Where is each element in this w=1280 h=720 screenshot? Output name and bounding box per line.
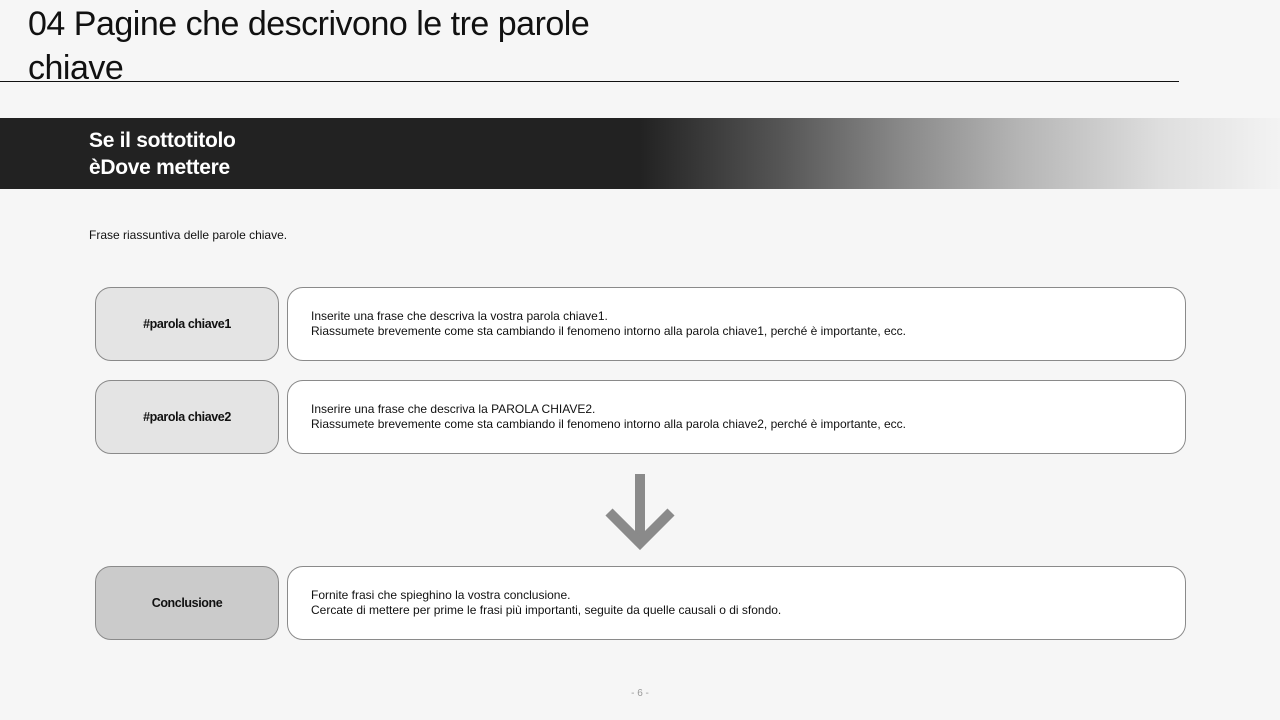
conclusion-row: [95, 566, 1186, 640]
description-line: Fornite frasi che spieghino la vostra conclusione.: [311, 587, 571, 602]
summary-sentence: Frase riassuntiva delle parole chiave.: [89, 228, 288, 242]
page-number: - 6 -: [631, 688, 649, 699]
description-line: Inserire una frase che descriva la PAROLA CHIAVE2.: [311, 401, 596, 416]
conclusion-description: [287, 566, 1186, 640]
conclusion-tag: Conclusione: [95, 566, 279, 640]
page-title: 04 Pagine che descrivono le tre parole chiave: [28, 5, 590, 87]
keyword-description-2: [287, 380, 1186, 454]
title-divider: [0, 81, 1179, 82]
description-line: Cercate di mettere per prime le frasi più importanti, seguite da quelle causali o di sfondo.: [311, 603, 782, 617]
description-line: Riassumete brevemente come sta cambiando il fenomeno intorno alla parola chiave2, perché è importante, ecc.: [311, 417, 906, 431]
banner-subtitle: [89, 127, 236, 181]
keyword-row-2: [95, 380, 1186, 454]
banner-subtitle-line2: èDove mettere: [89, 156, 230, 179]
keyword-tag-2: #parola chiave2: [95, 380, 279, 454]
subtitle-banner: [0, 118, 1280, 189]
banner-subtitle-line1: Se il sottotitolo: [89, 129, 236, 152]
keyword-description-1: [287, 287, 1186, 361]
arrow-down-icon: [603, 474, 677, 550]
keyword-row-1: [95, 287, 1186, 361]
description-line: Inserite una frase che descriva la vostra parola chiave1.: [311, 308, 608, 323]
keyword-tag-1: #parola chiave1: [95, 287, 279, 361]
description-line: Riassumete brevemente come sta cambiando il fenomeno intorno alla parola chiave1, perché è importante, ecc.: [311, 324, 906, 338]
